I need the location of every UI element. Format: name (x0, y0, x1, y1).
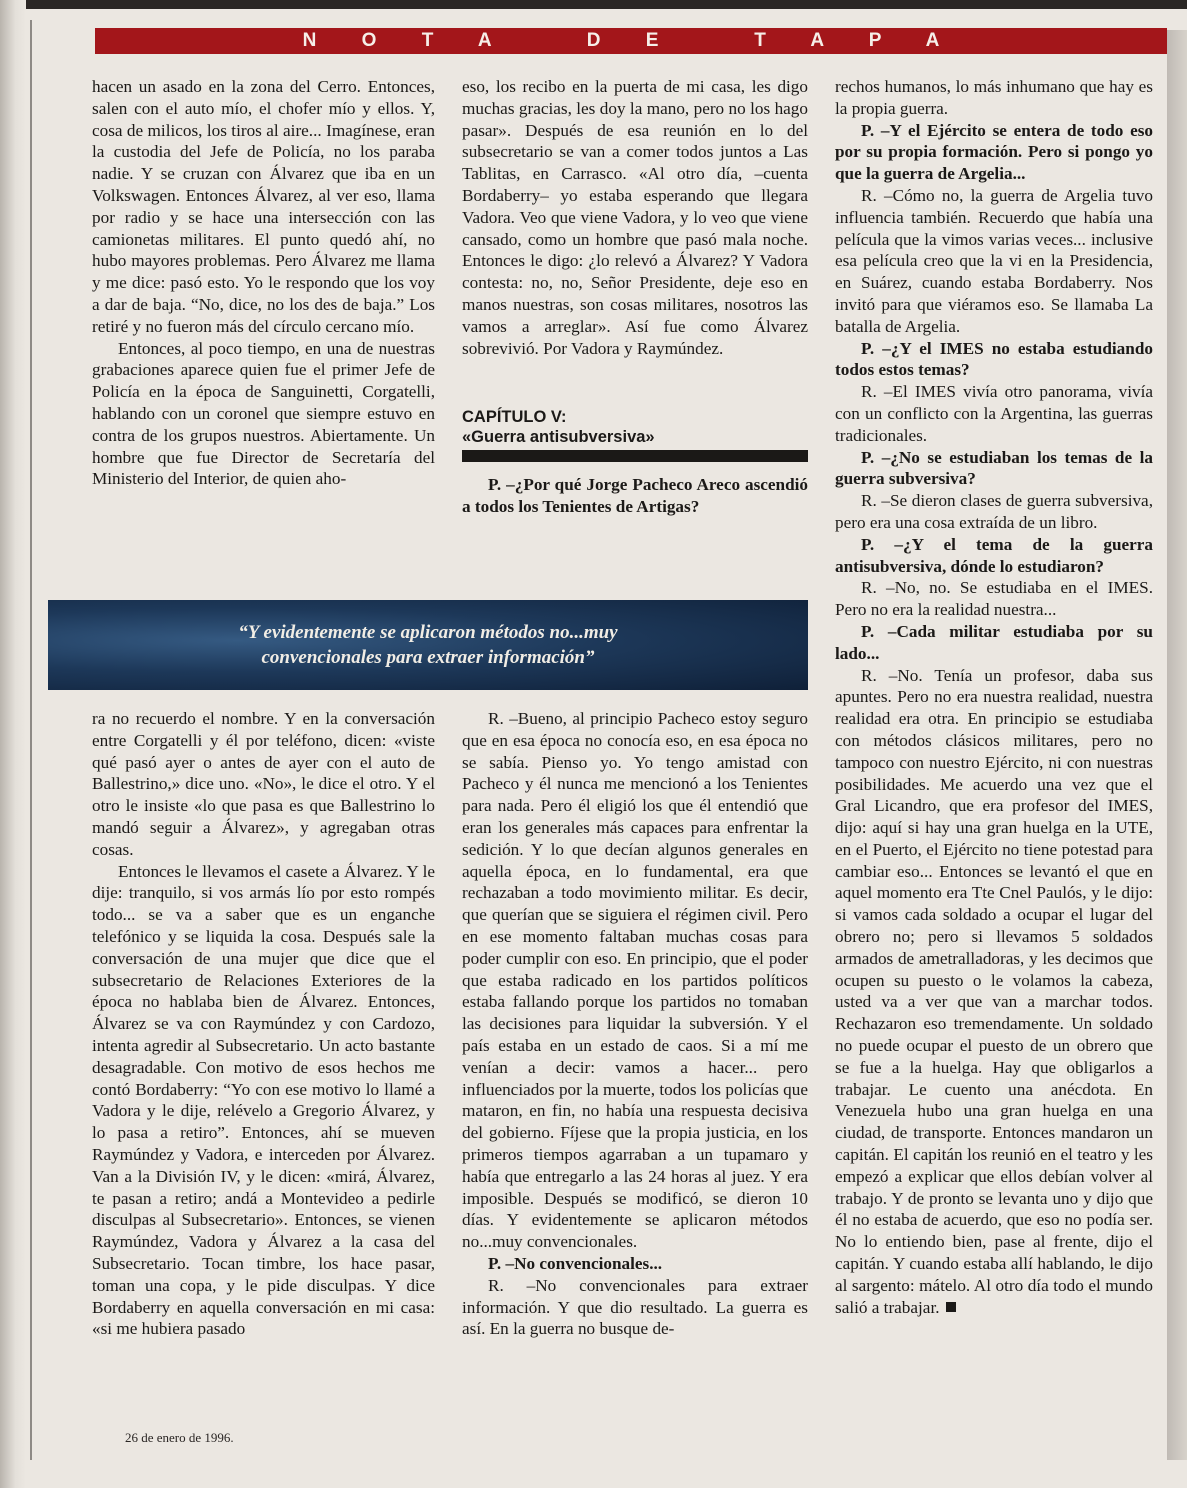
answer: R. –Se dieron clases de guerra subversiva, pero era una cosa extraída de un libro. (835, 491, 1153, 532)
answer: R. –No convencionales para extraer información. Y que dio resultado. La guerra es así. En la guerra no busque de- (462, 1275, 808, 1339)
answer: R. –Bueno, al principio Pacheco estoy seguro que en esa época no conocía eso, en esa época no se sabía. Pienso yo. Yo tengo amistad con Pacheco y él nunca me mencionó a los Tenientes para nada. Pero él eligió los que él entendió que eran los generales más capaces para enfrentar la sedición. Y lo que decían algunos generales en aquella época, en lo fundamental, era que rechazaban a todo movimiento militar. Es decir, que querían que se siguiera el régimen civil. Pero en ese momento faltaban muchas cosas para poder cumplir con eso. En principio, que el poder que estaba radicado en los partidos políticos estaba fallando porque los partidos no tomaban las decisiones para liquidar la subversión. Y el país estaba en un estado de caos. Si a mí me venían a decir: vamos a hacer... pero influenciados por la muerte, todos los policías que mataron, en fin, no había una respuesta decisiva del gobierno. Fíjese que la propia justicia, en los primeros tiempos agarraban a un tupamaro y había que entregarlo a las 24 horas al juez. Y era imposible. Después se modificó, se dieron 10 días. Y evidentemente se aplicaron métodos no...muy convencionales. (462, 709, 808, 1252)
pull-quote: “Y evidentemente se aplicaron métodos no...muy convencionales para extraer información” (238, 622, 618, 668)
column-2-top (462, 76, 808, 518)
paragraph: hacen un asado en la zona del Cerro. Entonces, salen con el auto mío, el chofer mío y ellos. Y, cosa de milicos, los tiros al aire... Imagínese, eran la custodia del Jefe de Policía, no los paraba nadie. Y se cruzan con Álvarez que iba en un Volkswagen. Entonces Álvarez, al ver eso, llama por radio y se hace una intersección con las camionetas militares. El punto quedó ahí, no hubo mayores problemas. Pero Álvarez me llama y me dice: pasó esto. Yo le respondo que los voy a dar de baja. “No, dice, no los des de baja.” Los retiré y no fueron más del círculo cercano mío. (92, 77, 435, 336)
question: P. –¿Y el IMES no estaba estudiando todos estos temas? (835, 338, 1153, 380)
paragraph: ra no recuerdo el nombre. Y en la conversación entre Corgatelli y él por teléfono, dicen: «viste qué pasó ayer o antes de ayer con el auto de Ballestrino,» dice uno. «No», le dice el otro. Y el otro le insiste «lo que pasa es que Ballestrino lo mandó seguir a Álvarez», y agregaban otras cosas. (92, 709, 435, 859)
paragraph: rechos humanos, lo más inhumano que hay es la propia guerra. (835, 77, 1153, 118)
column-1-bottom (92, 708, 435, 1340)
top-rule (0, 0, 1187, 9)
paragraph: Entonces, al poco tiempo, en una de nuestras grabaciones aparece quien fue el primer Jefe de Policía en la época de Sanguinetti, Corgatelli, hablando con un coronel que siempre estuvo en contra de los grupos nuestros. Abiertamente. Un hombre que fue Director de Secretaría del Ministerio del Interior, de quien aho- (92, 338, 435, 489)
pull-quote-box (48, 600, 808, 690)
answer: R. –El IMES vivía otro panorama, vivía con un conflicto con la Argentina, las guerras tradicionales. (835, 382, 1153, 445)
chapter-title: CAPÍTULO V: (462, 408, 567, 427)
page-gutter (0, 0, 26, 1488)
column-3 (835, 76, 1153, 1318)
question: P. –¿Y el tema de la guerra antisubversiva, dónde lo estudiaron? (835, 534, 1153, 576)
question: P. –No convencionales... (488, 1253, 663, 1273)
paragraph: Entonces le llevamos el casete a Álvarez. Y le dije: tranquilo, si vos armás lío por esto rompés todo... se va a saber que es un enganche telefónico y se liquida la cosa. Después sale la conversación de una mujer que dice que el subsecretario de Relaciones Exteriores de la época no hablaba bien de Álvarez. Entonces, Álvarez se va con Raymúndez y con Cardozo, intenta agredir al Subsecretario. Un acto bastante desagradable. Con motivo de esos hechos me contó Bordaberry: “Yo con ese motivo lo llamé a Vadora y le dije, relévelo a Gregorio Álvarez, y lo pasa a retiro”. Entonces, ahí se mueven Raymúndez y Vadora, e interceden por Álvarez. Van a la División IV, y le dicen: «mirá, Álvarez, te pasan a retiro; andá a Montevideo a pedirle disculpas al Subsecretario». Entonces, se vienen Raymúndez, Vadora y Álvarez a la casa del Subsecretario. Tocan timbre, los hace pasar, toman una copa, y le pide disculpas. Y dice Bordaberry en aquella conversación en mi casa: «si me hubiera pasado (92, 861, 435, 1339)
question: P. –¿No se estudiaban los temas de la guerra subversiva? (835, 447, 1153, 489)
chapter-subtitle: «Guerra antisubversiva» (462, 428, 655, 447)
issue-date: 26 de enero de 1996. (125, 1430, 234, 1445)
answer: R. –No, no. Se estudiaba en el IMES. Pero no era la realidad nuestra... (835, 578, 1153, 620)
answer (835, 665, 1153, 1319)
page-edge (1167, 30, 1187, 1460)
answer-text: R. –No. Tenía un profesor, daba sus apuntes. Pero no era nuestra realidad, nuestra realidad era otra. En principio se estudiaba con métodos clásicos militares, pero no tampoco con nuestro Ejército, ni con nuestras posibilidades. Me acuerdo una vez que el Gral Licandro, que era profesor del IMES, dijo: aquí si hay una gran huelga en la UTE, en el Puerto, el Ejército no tiene potestad para cambiar eso... Entonces se levantó el que en aquel momento era Tte Cnel Paulós, y le dijo: si vamos cada soldado a ocupar el lugar del obrero no; pero si llevamos 5 soldados armados de ametralladoras, y les decimos que ocupen su puesto o le volamos la cabeza, usted va a ver que van a marchar todos. Rechazaron eso tremendamente. Un soldado no puede ocupar el puesto de un obrero que se fue a la huelga. Hay que obligarlos a trabajar. Le cuento una anécdota. En Venezuela hubo una gran huelga en una ciudad, de transporte. Entonces mandaron un capitán. El capitán los reunió en el teatro y les empezó a explicar que ellos debían volver al trabajo. Y de pronto se levanta uno y dijo que él no estaba de acuerdo, que eso no podía ser. No lo entiendo bien, pase al frente, dijo el capitán. Y cuando estaba allí hablando, le dijo al sargento: mátelo. Al otro día todo el mundo salió a trabajar. (835, 665, 1153, 1317)
gutter-line (30, 20, 32, 1460)
column-1-top (92, 76, 435, 490)
answer: R. –Cómo no, la guerra de Argelia tuvo influencia también. Recuerdo que había una película que la vimos varias veces... inclusive esa película creo que la vi en la Presidencia, en Suárez, cuando estaba Bordaberry. Nos invitó para que viéramos eso. Se llamaba La batalla de Argelia. (835, 185, 1153, 336)
chapter-rule (462, 450, 808, 462)
question: P. –Cada militar estudiaba por su lado... (835, 621, 1153, 663)
section-header: N O T A D E T A P A (95, 28, 1167, 54)
question: P. –Y el Ejército se entera de todo eso por su propia formación. Pero si pongo yo que la guerra de Argelia... (835, 120, 1153, 184)
column-2-bottom (462, 708, 808, 1340)
paragraph: eso, los recibo en la puerta de mi casa, les digo muchas gracias, les doy la mano, pero no los hago pasar». Después de esa reunión en lo del subsecretario se van a comer todos juntos a Las Tablitas, en Carrasco. «Al otro día, –cuenta Bordaberry– yo estaba esperando que llegara Vadora. Veo que viene Vadora, y lo veo que viene cansado, como un hombre que pasó mala noche. Entonces le digo: ¿lo relevó a Álvarez? Y Vadora contesta: no, no, Señor Presidente, deje eso en manos nuestras, son cosas militares, nosotros las vamos a arreglar». Así fue como Álvarez sobrevivió. Por Vadora y Raymúndez. (462, 77, 808, 358)
question: P. –¿Por qué Jorge Pacheco Areco ascendió a todos los Tenientes de Artigas? (462, 475, 808, 517)
end-mark-icon (946, 1302, 956, 1312)
